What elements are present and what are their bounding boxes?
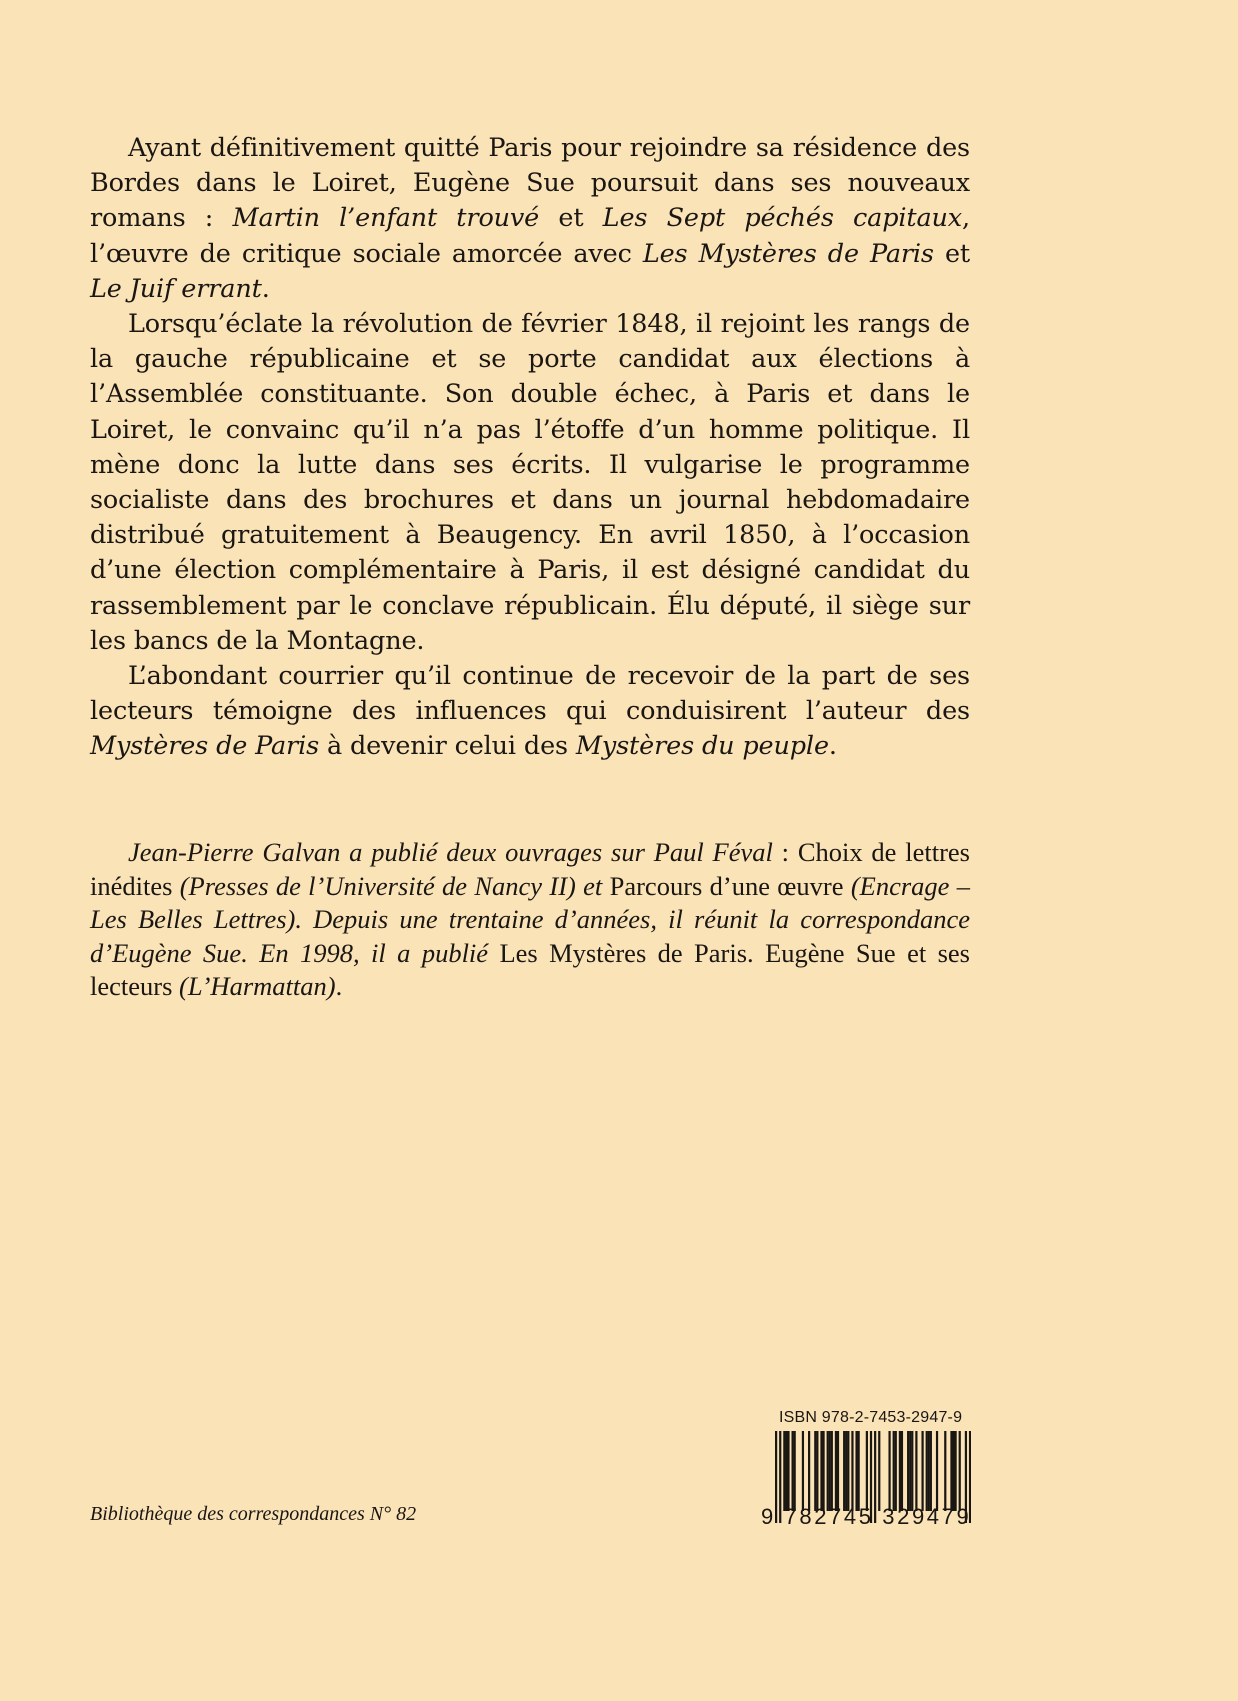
barcode-bar bbox=[928, 1431, 930, 1511]
author-bio-paragraph bbox=[90, 836, 970, 1004]
text-run: Le Juif errant bbox=[90, 273, 262, 304]
barcode-bar bbox=[814, 1431, 816, 1511]
barcode-bar bbox=[794, 1431, 796, 1511]
text-run: et bbox=[583, 870, 603, 901]
barcode-bar bbox=[858, 1431, 860, 1511]
barcode-bar bbox=[907, 1431, 909, 1511]
barcode-bar bbox=[785, 1431, 787, 1511]
barcode-bar bbox=[911, 1431, 913, 1511]
text-run: Ayant définitivement quitté Paris pour rejoindre sa résidence des Bordes dans le Loiret, Eugène Sue poursuit dans ses nouveaux romans : bbox=[90, 133, 970, 234]
barcode-bar bbox=[792, 1431, 794, 1511]
barcode-bar bbox=[822, 1431, 824, 1511]
barcode-bar bbox=[787, 1431, 789, 1511]
barcode-bar bbox=[926, 1431, 928, 1511]
barcode-bar bbox=[843, 1431, 845, 1511]
text-run: Mystères du peuple bbox=[575, 731, 829, 762]
barcode-bar bbox=[866, 1431, 868, 1511]
barcode-bar bbox=[820, 1431, 822, 1511]
barcode-bar bbox=[816, 1431, 818, 1511]
ean-digits: 9 782745 329479 bbox=[761, 1504, 972, 1529]
barcode-bar bbox=[851, 1431, 853, 1511]
text-run: . bbox=[261, 273, 270, 304]
blurb-text bbox=[90, 131, 970, 765]
barcode-bar bbox=[888, 1431, 890, 1511]
barcode-bar bbox=[835, 1431, 837, 1511]
barcode-bar bbox=[959, 1431, 961, 1511]
text-run: à devenir celui des bbox=[319, 731, 576, 762]
blurb-paragraph-2 bbox=[90, 307, 970, 659]
barcode-bar bbox=[845, 1431, 847, 1511]
barcode-bar bbox=[901, 1431, 903, 1511]
text-run: Les Mystères de Paris. Eugène Sue et ses lecteurs bbox=[90, 937, 970, 1001]
barcode-bar bbox=[950, 1431, 952, 1511]
text-run: et bbox=[539, 203, 603, 234]
text-run: et bbox=[933, 238, 970, 269]
barcode-bar bbox=[952, 1431, 954, 1511]
text-run: Les Mystères de Paris bbox=[642, 238, 934, 269]
text-run: Parcours d’une œuvre bbox=[602, 870, 851, 901]
text-run: (Encrage – Les Belles Lettres). Depuis une trentaine d’années, il réunit la correspondance d’Eugène Sue. En 1998, il a publié bbox=[90, 870, 970, 968]
barcode-bar bbox=[855, 1431, 857, 1511]
text-run: . bbox=[828, 731, 837, 762]
barcode-bar bbox=[909, 1431, 911, 1511]
barcode-bar bbox=[827, 1431, 829, 1511]
barcode-bar bbox=[802, 1431, 804, 1511]
barcode-bar bbox=[895, 1431, 897, 1511]
barcode-bar bbox=[936, 1431, 938, 1511]
barcode-bar bbox=[921, 1431, 923, 1511]
text-run: Mystères de Paris bbox=[90, 731, 320, 762]
isbn-barcode bbox=[761, 1409, 975, 1529]
barcode-bar bbox=[944, 1431, 946, 1511]
text-run: L’abondant courrier qu’il continue de recevoir de la part de ses lecteurs témoigne des influences qui conduisirent l’auteur des bbox=[90, 661, 970, 727]
barcode-bar bbox=[831, 1431, 833, 1511]
text-run: : Choix de lettres inédites bbox=[90, 837, 970, 901]
barcode-bar bbox=[930, 1431, 932, 1511]
text-run: Lorsqu’éclate la révolution de février 1848, il rejoint les rangs de la gauche républicaine et se porte candidat aux élections à l’Assemblée constituante. Son double échec, à Paris et dans le Loiret, le convainc qu’il n’a pas l’étoffe d’un homme politique. Il mène donc la lutte dans ses écrits. Il vulgarise le programme socialiste dans des brochures et dans un journal hebdomadaire distribué gratuitement à Beaugency. En avril 1850, à l’occasion d’une élection complémentaire à Paris, il est désigné candidat du rassemblement par le conclave républicain. Élu député, il siège sur les bancs de la Montagne. bbox=[90, 309, 970, 656]
barcode-bar bbox=[829, 1431, 831, 1511]
text-run: , l’œuvre de critique sociale amorcée avec bbox=[90, 203, 970, 269]
text-run: Martin l’enfant trouvé bbox=[232, 203, 540, 234]
isbn-label: ISBN 978-2-7453-2947-9 bbox=[779, 1409, 963, 1426]
text-run: (Presses de l’Université de Nancy II) bbox=[179, 870, 576, 901]
barcode-bar bbox=[954, 1431, 956, 1511]
barcode-bar bbox=[915, 1431, 917, 1511]
barcode-bar bbox=[878, 1431, 880, 1511]
blurb-paragraph-1 bbox=[90, 131, 970, 307]
series-title: Bibliothèque des correspondances N° 82 bbox=[90, 1503, 417, 1525]
barcode-bar bbox=[893, 1431, 895, 1511]
author-bio bbox=[90, 836, 970, 1004]
blurb-paragraph-3 bbox=[90, 659, 970, 765]
barcode-bar bbox=[783, 1431, 785, 1511]
text-run: Les Sept péchés capitaux bbox=[602, 203, 963, 234]
barcode-bar bbox=[808, 1431, 810, 1511]
text-run: . bbox=[335, 971, 343, 1001]
text-run: (L’Harmattan) bbox=[179, 971, 336, 1001]
barcode-bar bbox=[837, 1431, 839, 1511]
text-run: Jean-Pierre Galvan a publié deux ouvrages sur Paul Féval bbox=[128, 837, 773, 867]
barcode-bar bbox=[899, 1431, 901, 1511]
barcode-bar bbox=[847, 1431, 849, 1511]
